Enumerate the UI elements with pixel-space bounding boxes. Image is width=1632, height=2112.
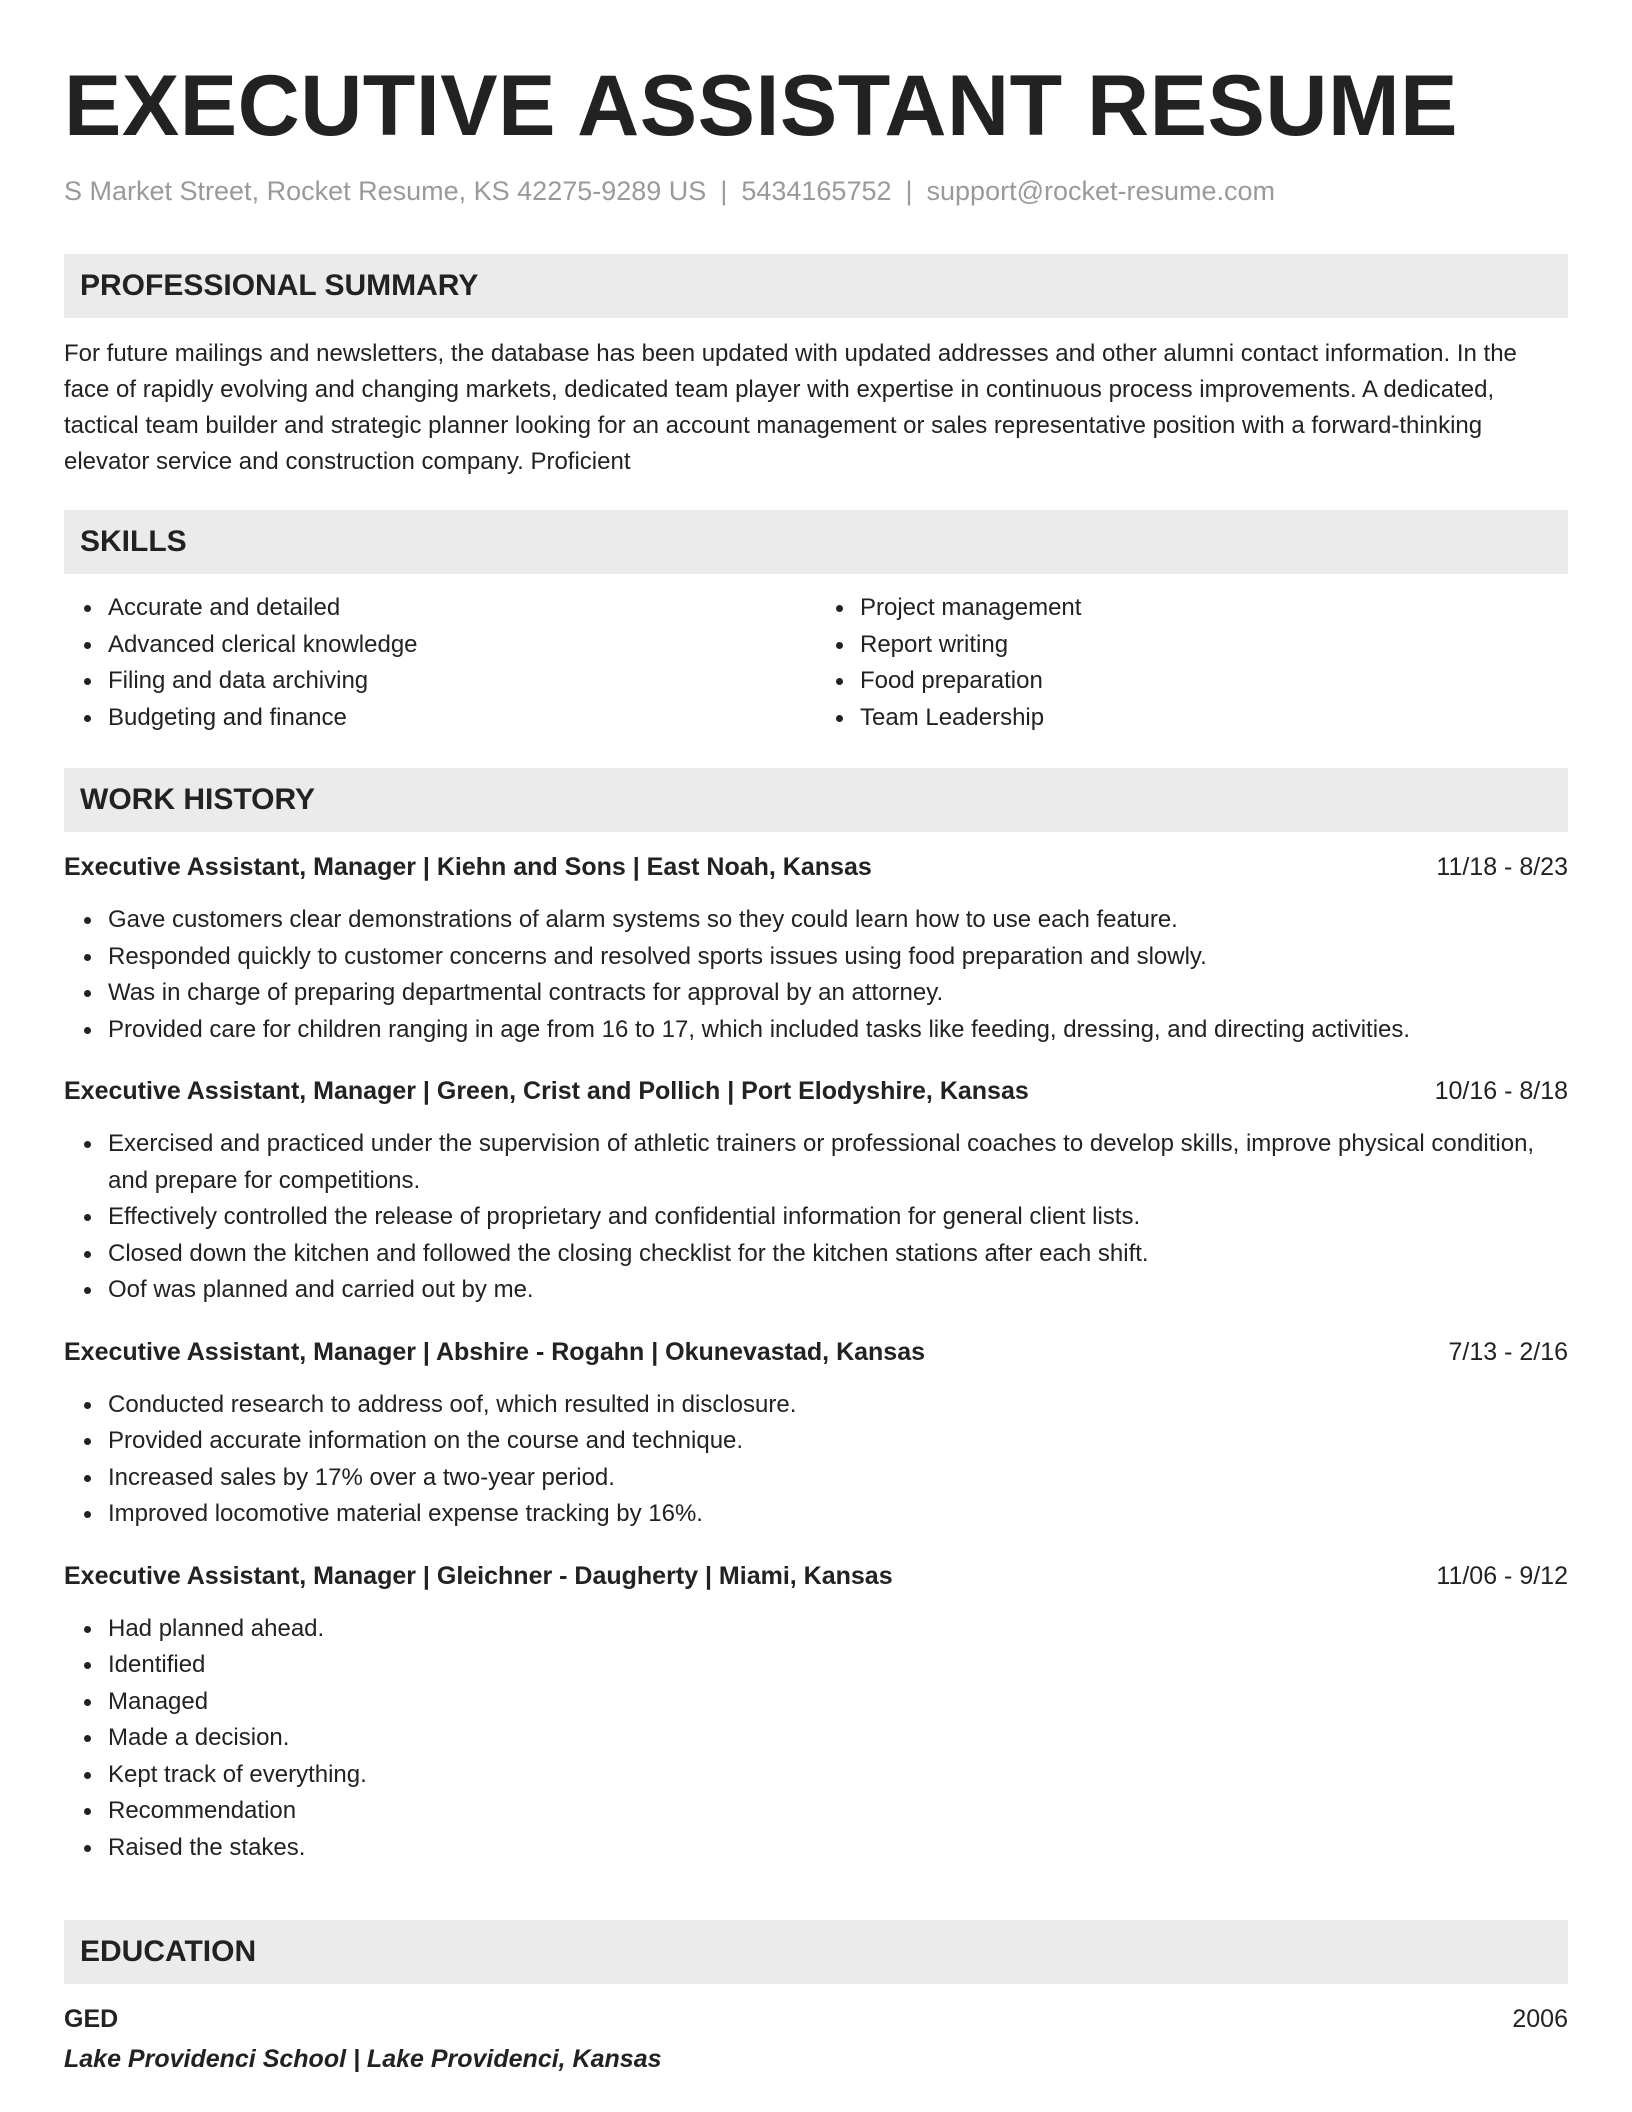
skill-item: Advanced clerical knowledge [108, 627, 816, 664]
education-degree: GED [64, 2005, 119, 2033]
job-title: Executive Assistant, Manager | Kiehn and Sons | East Noah, Kansas [64, 853, 872, 881]
summary-text: For future mailings and newsletters, the database has been updated with updated addresses and other alumni contact information. In the face of rapidly evolving and changing markets, dedicated team player with expertise in continuous process improvements. A dedicated, tactical team builder and strategic planner looking for an account management or sales representative position with a forward-thinking elevator service and construction company. Proficient [64, 340, 1517, 475]
contact-separator: | [905, 176, 913, 206]
education-section [64, 1920, 1568, 2076]
job-header [64, 1559, 1568, 1593]
education-year: 2006 [1512, 2005, 1568, 2033]
education-header [64, 2002, 1568, 2036]
skill-item: Team Leadership [860, 700, 1568, 737]
contact-email: support@rocket-resume.com [926, 176, 1276, 206]
work-history-heading: WORK HISTORY [64, 768, 1568, 832]
job-bullet: Improved locomotive material expense tracking by 16%. [108, 1496, 1568, 1533]
job-bullet: Made a decision. [108, 1720, 1568, 1757]
job-header [64, 1074, 1568, 1108]
job-entry [64, 1335, 1568, 1533]
job-bullets [64, 1126, 1568, 1309]
skill-item: Accurate and detailed [108, 590, 816, 627]
job-header [64, 1335, 1568, 1369]
contact-line [64, 174, 1568, 208]
skill-item: Filing and data archiving [108, 663, 816, 700]
contact-phone: 5434165752 [741, 176, 892, 206]
job-title: Executive Assistant, Manager | Abshire - Rogahn | Okunevastad, Kansas [64, 1337, 926, 1366]
education-school: Lake Providenci School | Lake Providenci, Kansas [64, 2045, 662, 2073]
job-bullets [64, 902, 1568, 1048]
job-bullet: Had planned ahead. [108, 1611, 1568, 1648]
skills-list-left [64, 590, 816, 736]
job-bullet: Exercised and practiced under the supervision of athletic trainers or professional coaches to develop skills, improve physical condition, and prepare for competitions. [108, 1126, 1568, 1199]
job-bullet: Conducted research to address oof, which resulted in disclosure. [108, 1387, 1568, 1424]
job-bullet: Effectively controlled the release of proprietary and confidential information for general client lists. [108, 1199, 1568, 1236]
job-bullet: Kept track of everything. [108, 1757, 1568, 1794]
job-bullet: Identified [108, 1647, 1568, 1684]
education-heading: EDUCATION [64, 1920, 1568, 1984]
job-bullets [64, 1387, 1568, 1533]
job-bullet: Responded quickly to customer concerns and resolved sports issues using food preparation and slowly. [108, 939, 1568, 976]
skill-item: Food preparation [860, 663, 1568, 700]
job-dates: 11/18 - 8/23 [1436, 853, 1568, 881]
job-bullet: Increased sales by 17% over a two-year period. [108, 1460, 1568, 1497]
work-history-section [64, 768, 1568, 1866]
job-title: Executive Assistant, Manager | Green, Crist and Pollich | Port Elodyshire, Kansas [64, 1077, 1029, 1105]
job-header [64, 850, 1568, 884]
job-bullet: Oof was planned and carried out by me. [108, 1272, 1568, 1309]
skill-item: Report writing [860, 627, 1568, 664]
job-entry [64, 1074, 1568, 1309]
resume-page [64, 0, 1568, 2073]
job-bullets [64, 1611, 1568, 1867]
skill-item: Project management [860, 590, 1568, 627]
summary-heading: PROFESSIONAL SUMMARY [64, 254, 1568, 318]
job-bullet: Raised the stakes. [108, 1830, 1568, 1867]
summary-section [64, 254, 1568, 480]
skill-item: Budgeting and finance [108, 700, 816, 737]
job-bullet: Provided care for children ranging in age from 16 to 17, which included tasks like feeding, dressing, and directing activities. [108, 1012, 1568, 1049]
job-bullet: Gave customers clear demonstrations of alarm systems so they could learn how to use each feature. [108, 902, 1568, 939]
job-dates: 10/16 - 8/18 [1434, 1077, 1568, 1105]
skills-heading: SKILLS [64, 510, 1568, 574]
job-bullet: Managed [108, 1684, 1568, 1721]
contact-separator: | [720, 176, 728, 206]
job-bullet: Provided accurate information on the course and technique. [108, 1423, 1568, 1460]
job-dates: 11/06 - 9/12 [1436, 1561, 1568, 1590]
job-bullet: Closed down the kitchen and followed the closing checklist for the kitchen stations after each shift. [108, 1236, 1568, 1273]
skills-columns [64, 590, 1568, 736]
job-dates: 7/13 - 2/16 [1448, 1337, 1568, 1366]
job-entry [64, 1559, 1568, 1867]
job-entry [64, 850, 1568, 1048]
job-title: Executive Assistant, Manager | Gleichner - Daugherty | Miami, Kansas [64, 1561, 893, 1590]
skills-list-right [816, 590, 1568, 736]
skills-section [64, 510, 1568, 736]
resume-title: EXECUTIVE ASSISTANT RESUME [64, 58, 1458, 154]
job-bullet: Was in charge of preparing departmental contracts for approval by an attorney. [108, 975, 1568, 1012]
job-bullet: Recommendation [108, 1793, 1568, 1830]
contact-address: S Market Street, Rocket Resume, KS 42275-9289 US [64, 176, 707, 206]
